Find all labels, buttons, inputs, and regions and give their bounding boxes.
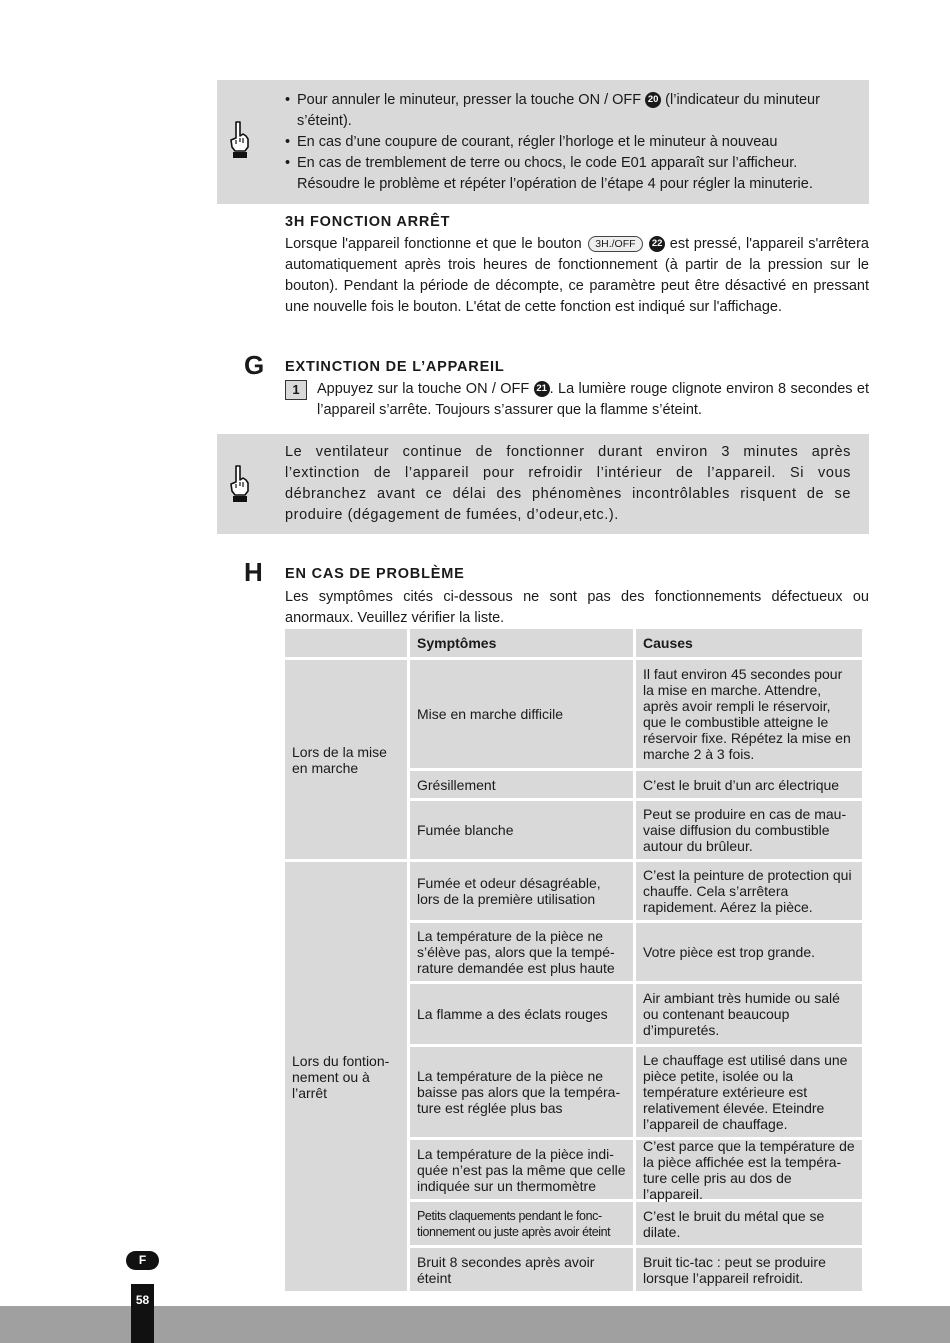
table-cell-symptom: Petits claquements pendant le fonc-tionnement ou juste après avoir éteint: [410, 1202, 633, 1245]
list-item: • Pour annuler le minuteur, presser la touche ON / OFF 20 (l’indicateur du minuteur s’éteint).: [285, 90, 855, 132]
section-title-3h: 3H FONCTION ARRÊT: [285, 214, 451, 230]
list-item: • En cas de tremblement de terre ou chocs, le code E01 apparaît sur l’afficheur. Résoudre le problème et répéter l’opération de l’étape 4 pour régler la minuterie.: [285, 153, 855, 195]
note-text: Le ventilateur continue de fonctionner durant environ 3 minutes après l’extinction de l’appareil pour refroidir l’intérieur de l’appareil. Si vous débranchez avant ce délai des phénomènes incontrôlables risquent de se produire (dégagement de fumées, d’odeur,etc.).: [285, 444, 851, 523]
table-cell-cause: Il faut environ 45 secondes pour la mise en marche. Attendre, après avoir rempli le réservoir, que le combustible atteigne le réservoir fixe. Répétez la mise en marche 2 à 3 fois.: [636, 660, 862, 768]
table-cell-cause: C’est parce que la température de la pièce affichée est la tempéra-ture celle pris au dos de l’appareil.: [636, 1140, 862, 1199]
table-cell-symptom: La flamme a des éclats rouges: [410, 984, 633, 1044]
pointing-hand-icon: [227, 464, 251, 504]
3h-off-button-symbol: 3H./OFF: [588, 236, 642, 252]
table-cell-symptom: Fumée blanche: [410, 801, 633, 859]
table-group-startup: Lors de la mise en marche: [285, 660, 407, 859]
table-header-symptoms: Symptômes: [410, 629, 633, 657]
table-cell-symptom: La température de la pièce ne s’élève pas, alors que la tempé-rature demandée est plus haute: [410, 923, 633, 981]
table-cell-cause: Bruit tic-tac : peut se produire lorsque l’appareil refroidit.: [636, 1248, 862, 1291]
table-cell-symptom: Fumée et odeur désagréable, lors de la première utilisation: [410, 862, 633, 920]
table-cell-cause: C’est le bruit du métal que se dilate.: [636, 1202, 862, 1245]
table-cell-symptom: Grésillement: [410, 771, 633, 798]
table-cell-cause: Air ambiant très humide ou salé ou contenant beaucoup d’impuretés.: [636, 984, 862, 1044]
table-cell-symptom: Bruit 8 secondes après avoir éteint: [410, 1248, 633, 1291]
table-cell-cause: C’est la peinture de protection qui chauffe. Cela s’arrêtera rapidement. Aérez la pièce.: [636, 862, 862, 920]
section-letter-h: H: [244, 557, 263, 587]
section-title-g: EXTINCTION DE L’APPAREIL: [285, 359, 505, 375]
pointing-hand-icon: [227, 120, 251, 160]
table-group-operation: Lors du fontion-nement ou à l’arrêt: [285, 862, 407, 1291]
note-box-timer: [217, 80, 869, 204]
step-text: Appuyez sur la touche ON / OFF 21 . La lumière rouge clignote environ 8 secondes et l’appareil s’arrête. Toujours s’assurer que la flamme s’éteint.: [317, 381, 869, 418]
step-number-box: 1: [285, 380, 307, 400]
ref-number-badge: 20: [645, 92, 661, 108]
ref-number-badge: 21: [534, 381, 550, 397]
table-cell-cause: Votre pièce est trop grande.: [636, 923, 862, 981]
section-letter-g: G: [244, 350, 265, 380]
note-box-fan: [217, 434, 869, 534]
table-cell-symptom: La température de la pièce indi-quée n’est pas la même que celle indiquée sur un thermomètre: [410, 1140, 633, 1199]
table-cell-cause: Le chauffage est utilisé dans une pièce petite, isolée ou la température extérieure est relativement élevée. Eteindre l’appareil de chauffage.: [636, 1047, 862, 1137]
ref-number-badge: 22: [649, 236, 665, 252]
timer-bullet-list: [285, 90, 855, 195]
table-cell-symptom: Mise en marche difficile: [410, 660, 633, 768]
table-header-causes: Causes: [636, 629, 862, 657]
table-cell-cause: Peut se produire en cas de mau-vaise diffusion du combustible autour du brûleur.: [636, 801, 862, 859]
section-title-h: EN CAS DE PROBLÈME: [285, 566, 465, 582]
table-cell-cause: C’est le bruit d’un arc électrique: [636, 771, 862, 798]
language-badge: F: [126, 1251, 159, 1270]
table-cell-symptom: La température de la pièce ne baisse pas alors que la tempéra-ture est réglée plus bas: [410, 1047, 633, 1137]
page-number: 58: [131, 1284, 154, 1343]
table-header-empty: [285, 629, 407, 657]
section-intro-h: Les symptômes cités ci-dessous ne sont pas des fonctionnements défectueux ou anormaux. Veuillez vérifier la liste.: [285, 589, 869, 626]
list-item: • En cas d’une coupure de courant, régler l’horloge et le minuteur à nouveau: [285, 132, 855, 153]
section-text-3h: Lorsque l'appareil fonctionne et que le bouton 3H./OFF 22 est pressé, l'appareil s'arrêtera automatiquement après trois heures de fonctionnement (à partir de la pression sur le bouton). Pendant la période de décompte, ce paramètre peut être désactivé en pressant une nouvelle fois le bouton. L'état de cette fonction est indiqué sur l'affichage.: [285, 236, 869, 315]
